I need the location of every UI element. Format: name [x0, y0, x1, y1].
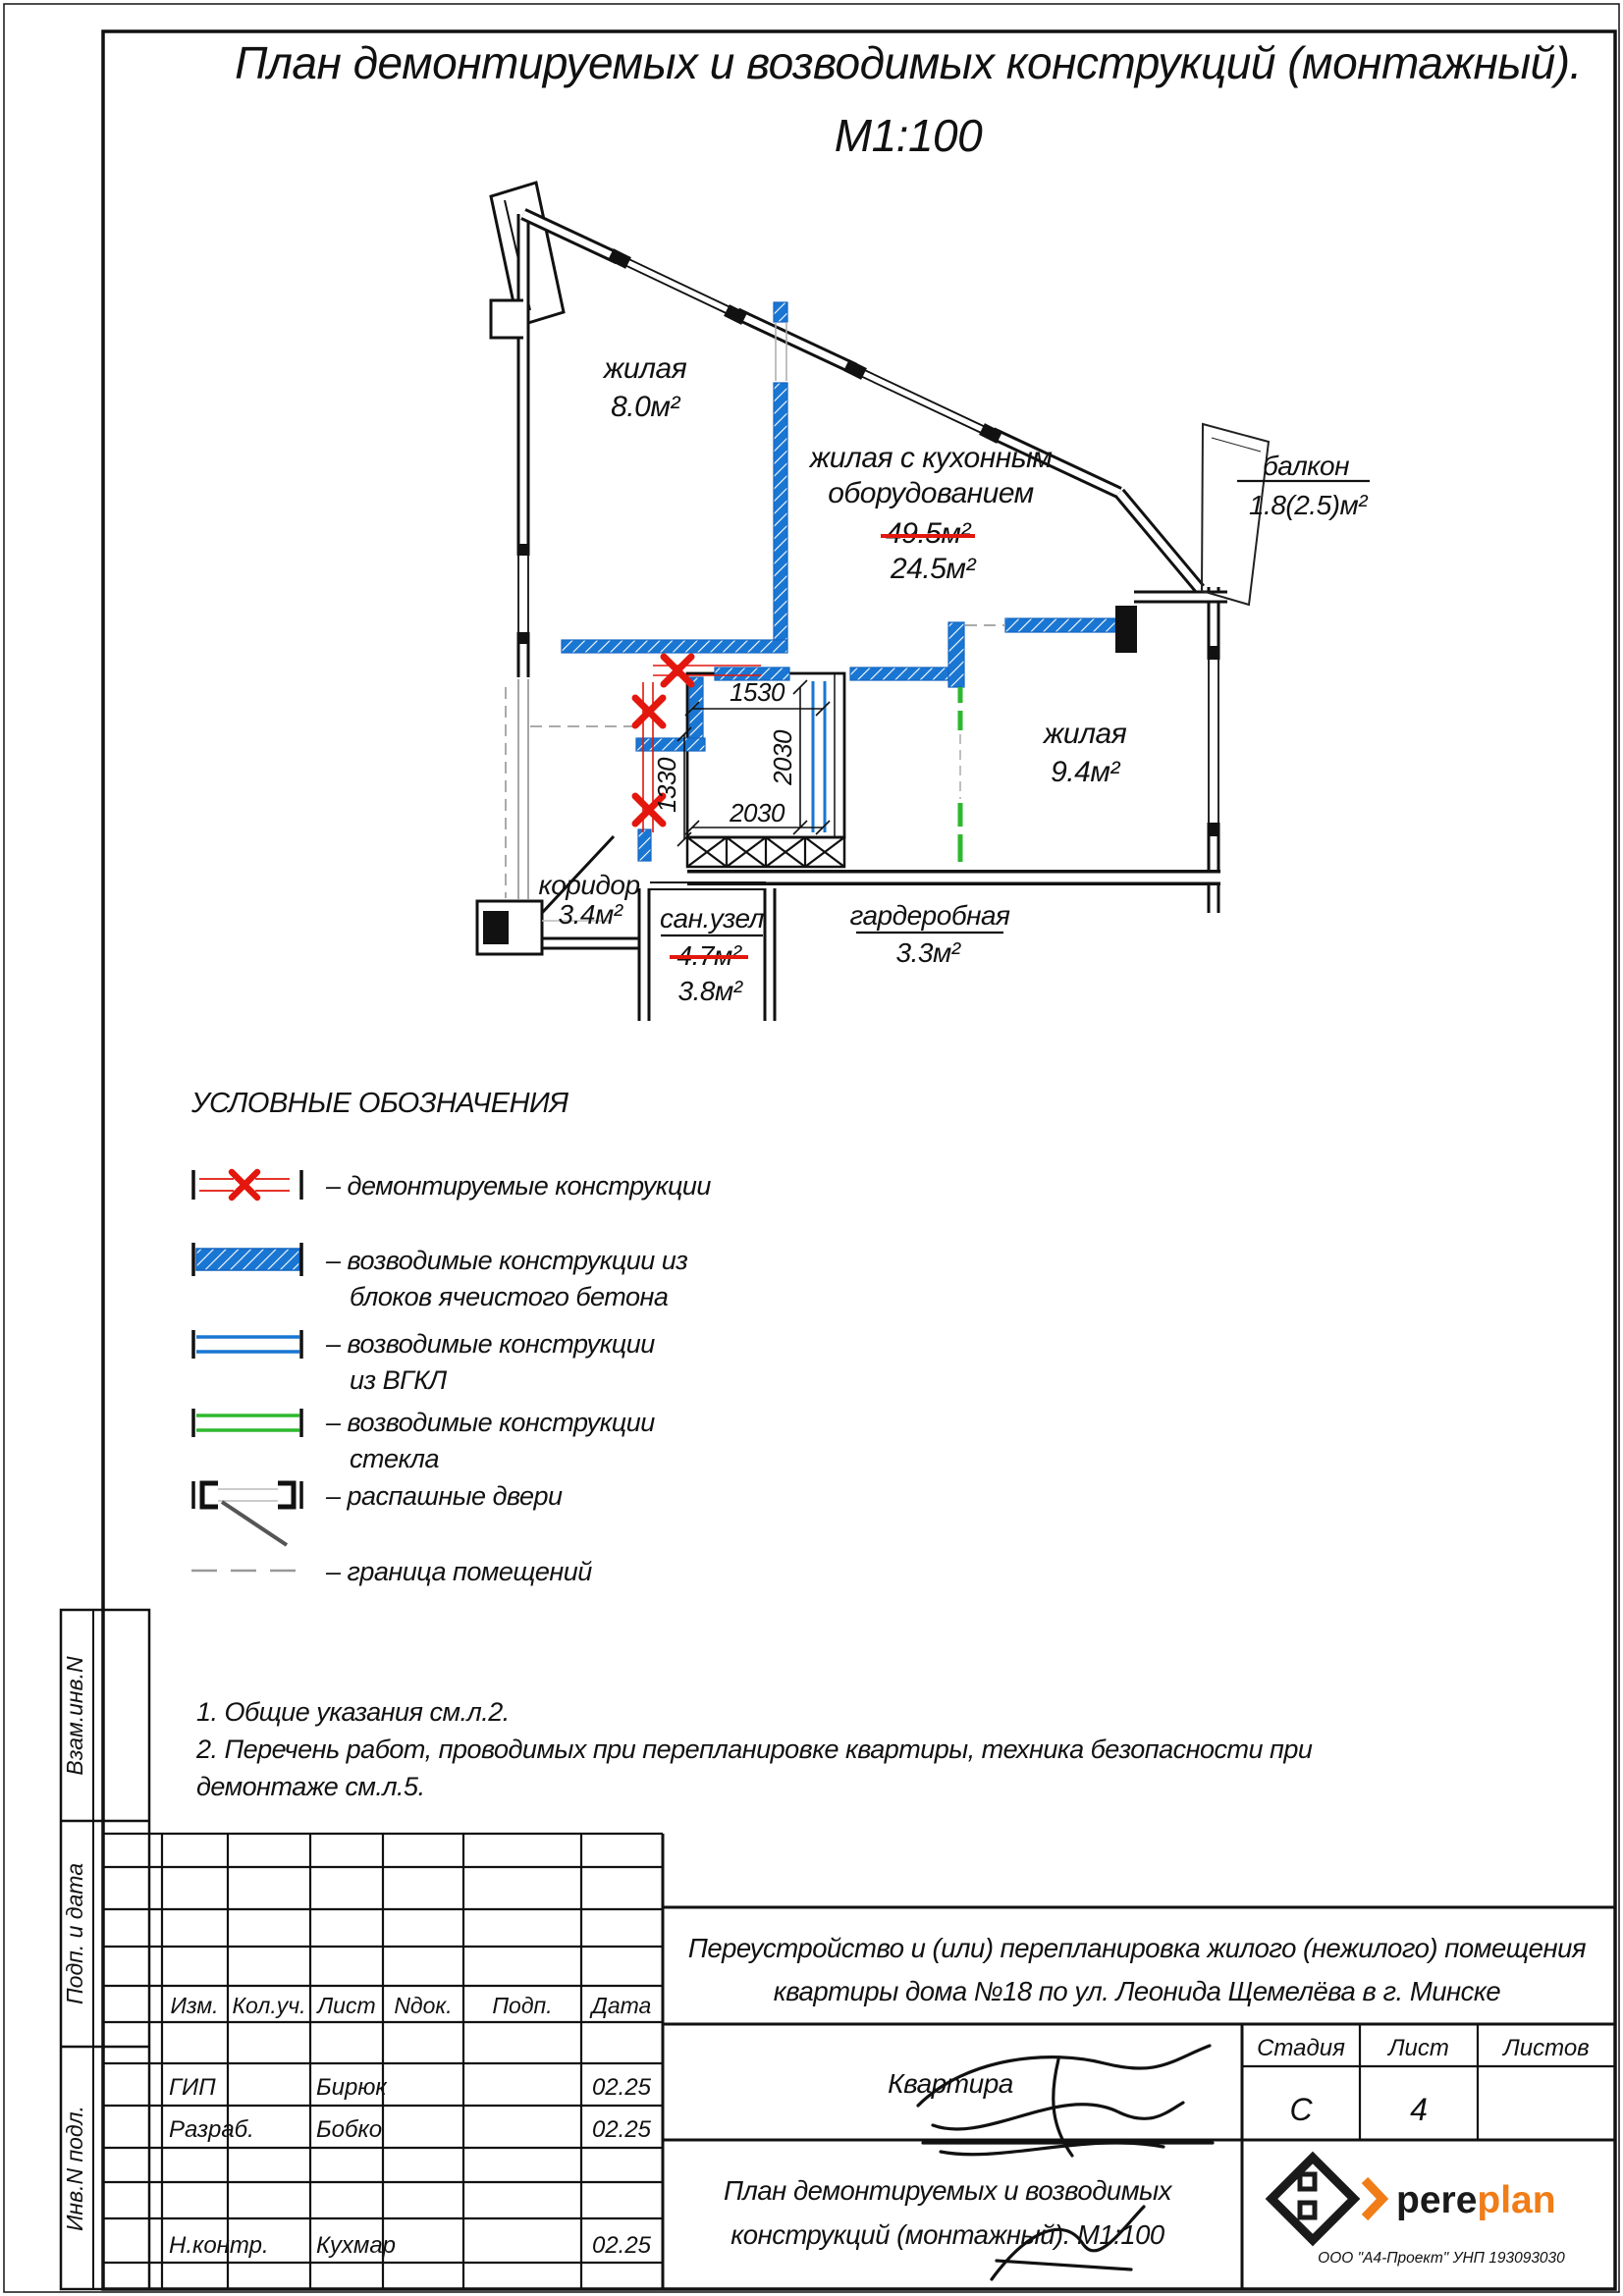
- legend-demolished-icon: [193, 1170, 301, 1200]
- dim-top-label: 1530: [730, 677, 784, 707]
- floor-plan: [477, 183, 1370, 1021]
- row3-name: Кухмар: [316, 2232, 397, 2259]
- sidebar-label-vzam: Взам.инв.N: [62, 1656, 87, 1776]
- row1-role: ГИП: [169, 2074, 216, 2101]
- room-living1-name: жилая: [603, 352, 687, 385]
- sheets-label: Листов: [1503, 2035, 1590, 2061]
- project-line1: Переустройство и (или) перепланировка жилого (нежилого) помещения: [687, 1933, 1587, 1963]
- room-living1-area: 8.0м²: [611, 391, 679, 423]
- room-kitchen-area-new: 24.5м²: [891, 553, 975, 585]
- col-data: Дата: [591, 1993, 652, 2018]
- col-kol: Кол.уч.: [232, 1993, 306, 2018]
- legend-doors-label: – распашные двери: [326, 1481, 563, 1511]
- dim-left-label: 1330: [652, 758, 681, 813]
- page-title-scale: М1:100: [834, 110, 983, 161]
- sheet-label: Лист: [1388, 2035, 1449, 2061]
- sidebar-label-podp: Подп. и дата: [62, 1863, 87, 2004]
- room-kitchen-name1: жилая с кухонным: [809, 442, 1053, 474]
- sidebar-label-inv: Инв.N подл.: [62, 2105, 87, 2232]
- corridor-area: 3.4м²: [558, 899, 622, 930]
- logo-diamond-icon: [1271, 2158, 1354, 2240]
- row1-date: 02.25: [591, 2074, 652, 2101]
- balcony-area: 1.8(2.5)м²: [1248, 490, 1368, 520]
- page-title: План демонтируемых и возводимых конструкций (монтажный).: [235, 37, 1582, 88]
- note-3: демонтаже см.л.5.: [196, 1772, 425, 1801]
- object-name: Квартира: [888, 2068, 1013, 2099]
- legend-glass-label2: стекла: [350, 1444, 439, 1473]
- dim-bottom-label: 2030: [730, 798, 784, 828]
- logo-chevron-icon: [1365, 2180, 1382, 2217]
- note-2: 2. Перечень работ, проводимых при перепланировке квартиры, техника безопасности при: [196, 1735, 1313, 1764]
- room-living2-name: жилая: [1043, 718, 1127, 750]
- balcony-name: балкон: [1263, 451, 1349, 481]
- row2-name: Бобко: [316, 2116, 383, 2143]
- legend-demolished-label: – демонтируемые конструкции: [326, 1171, 711, 1201]
- logo-word-black: pere: [1396, 2179, 1478, 2221]
- sheet-value: 4: [1410, 2092, 1428, 2127]
- demolish-x-icon: [635, 698, 663, 725]
- logo-company: ООО "А4-Проект" УНП 193093030: [1318, 2250, 1565, 2267]
- room-kitchen-name2: оборудованием: [828, 477, 1034, 509]
- new-walls-vgkl: [813, 681, 825, 832]
- legend-aerated-label2: блоков ячеистого бетона: [350, 1282, 669, 1311]
- wardrobe-name: гардеробная: [849, 900, 1010, 931]
- bathroom-area-old: 4.7м²: [676, 940, 741, 971]
- row2-date: 02.25: [591, 2116, 652, 2143]
- col-podp: Подп.: [492, 1993, 553, 2018]
- pereplan-logo: [1271, 2158, 1565, 2267]
- row3-role: Н.контр.: [169, 2232, 269, 2259]
- sidebar-strip: [61, 1610, 149, 2289]
- legend-boundary-label: – граница помещений: [326, 1557, 592, 1586]
- legend: [190, 1088, 711, 1586]
- room-kitchen-area-old: 49.5м²: [886, 517, 970, 550]
- col-ndok: Nдок.: [394, 1993, 453, 2018]
- legend-glass-label1: – возводимые конструкции: [326, 1408, 655, 1437]
- doc-title-line1: План демонтируемых и возводимых: [723, 2175, 1172, 2206]
- demolish-x-icon: [664, 657, 691, 684]
- logo-word-orange: plan: [1477, 2179, 1556, 2221]
- row1-name: Бирюк: [316, 2074, 387, 2101]
- wardrobe-area: 3.3м²: [895, 937, 960, 968]
- legend-vgkl-icon: [193, 1330, 301, 1359]
- row2-role: Разраб.: [169, 2116, 254, 2143]
- bathroom-name: сан.узел: [660, 903, 764, 934]
- note-1: 1. Общие указания см.л.2.: [196, 1697, 510, 1727]
- legend-title: УСЛОВНЫЕ ОБОЗНАЧЕНИЯ: [191, 1088, 568, 1119]
- legend-aerated-label1: – возводимые конструкции из: [326, 1246, 688, 1275]
- shaft-bracing: [687, 837, 844, 867]
- notes: [195, 1697, 1313, 1801]
- legend-vgkl-label2: из ВГКЛ: [350, 1365, 447, 1395]
- legend-vgkl-label1: – возводимые конструкции: [326, 1329, 655, 1359]
- col-list: Лист: [317, 1993, 376, 2018]
- window-openings: [518, 254, 1218, 899]
- wall-pier-block: [1115, 606, 1137, 653]
- legend-glass-icon: [193, 1409, 301, 1437]
- legend-aerated-icon: [193, 1243, 301, 1276]
- room-living2-area: 9.4м²: [1051, 756, 1119, 788]
- title-block: [103, 1834, 1615, 2289]
- bathroom-area-new: 3.8м²: [677, 976, 742, 1006]
- dim-right-label: 2030: [768, 730, 797, 785]
- doc-title-line2: конструкций (монтажный). М1:100: [730, 2219, 1164, 2250]
- new-walls-aerated: [562, 302, 1115, 861]
- col-izm: Изм.: [170, 1993, 219, 2018]
- svg-text:pereplan: [1396, 2179, 1556, 2221]
- legend-doors-icon: [193, 1481, 301, 1545]
- wall-ledge: [491, 300, 523, 338]
- project-line2: квартиры дома №18 по ул. Леонида Щемелёва в г. Минске: [773, 1976, 1501, 2006]
- row3-date: 02.25: [591, 2232, 652, 2259]
- stage-label: Стадия: [1257, 2035, 1345, 2061]
- corridor-name: коридор: [538, 870, 640, 900]
- stage-value: С: [1289, 2092, 1313, 2127]
